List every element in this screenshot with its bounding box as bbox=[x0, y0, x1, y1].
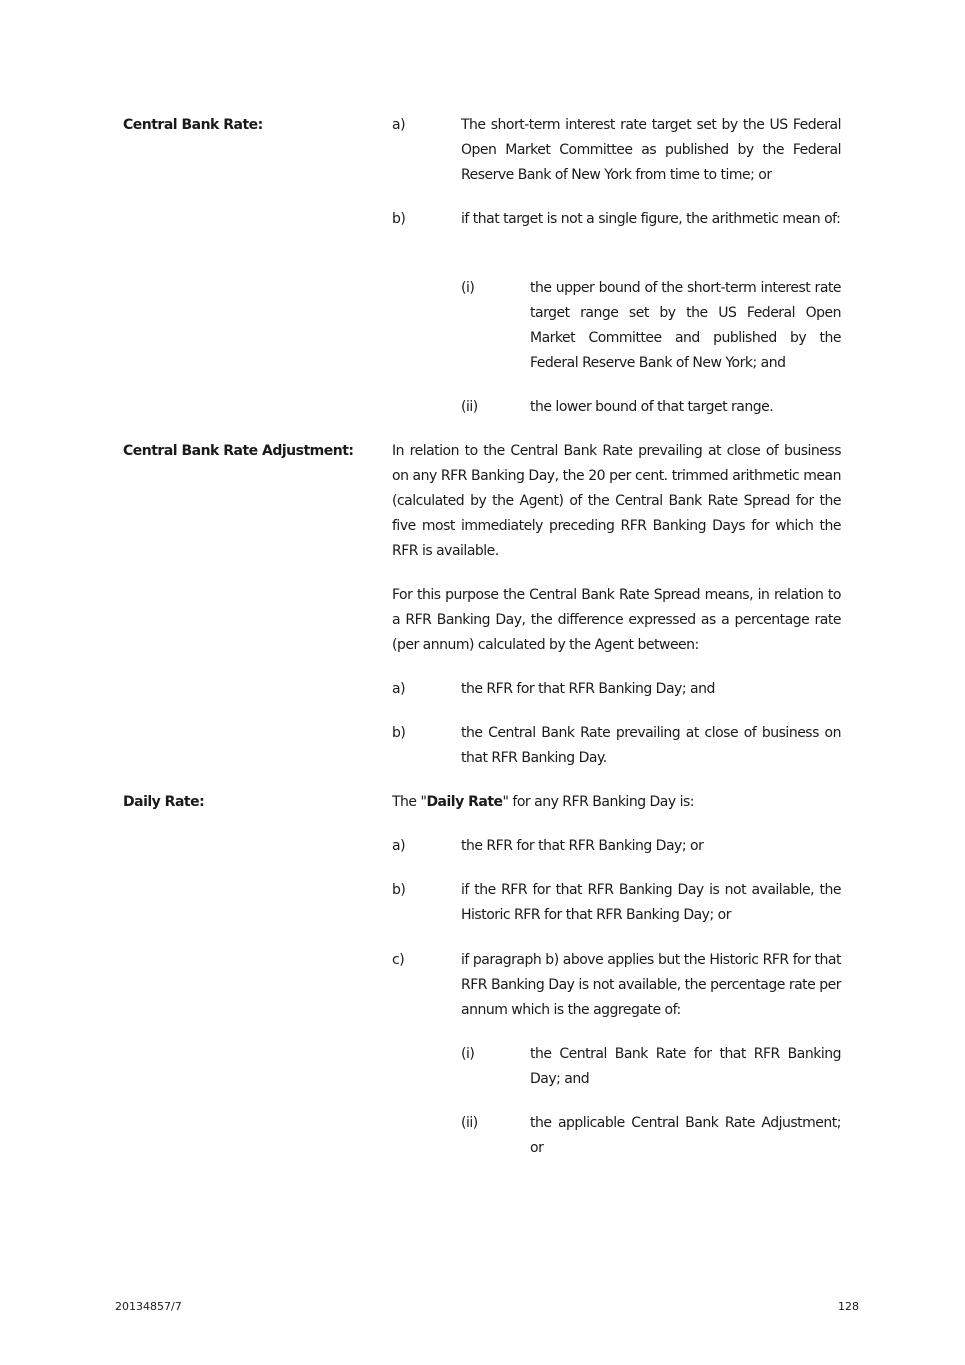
list-item-text: if the RFR for that RFR Banking Day is not available, the Historic RFR for that RFR Banking Day; or bbox=[461, 882, 841, 923]
definition-paragraph: In relation to the Central Bank Rate prevailing at close of business on any RFR Banking Day, the 20 per cent. trimmed arithmetic mean (calculated by the Agent) of the Central Bank Rate Spread for the five most immediately preceding RFR Banking Days for which the RFR is available. bbox=[392, 443, 841, 559]
list-item-text: if that target is not a single figure, the arithmetic mean of: bbox=[461, 211, 841, 227]
term-central-bank-rate-adjustment: Central Bank Rate Adjustment: bbox=[123, 443, 354, 459]
sublist-label: (i) bbox=[461, 280, 475, 296]
intro-text: The " bbox=[392, 794, 427, 810]
definition-intro bbox=[392, 790, 841, 815]
sublist-item-text: the upper bound of the short-term interest rate target range set by the US Federal Open Market Committee and published by the Federal Reserve Bank of New York; and bbox=[530, 280, 841, 371]
list-item-text: the RFR for that RFR Banking Day; or bbox=[461, 838, 704, 854]
footer-doc-ref: 20134857/7 bbox=[115, 1300, 182, 1313]
definition-paragraph: For this purpose the Central Bank Rate Spread means, in relation to a RFR Banking Day, the difference expressed as a percentage rate (per annum) calculated by the Agent between: bbox=[392, 587, 841, 653]
footer-page-number: 128 bbox=[838, 1300, 859, 1313]
list-item-text: the RFR for that RFR Banking Day; and bbox=[461, 681, 715, 697]
sublist-label: (i) bbox=[461, 1046, 475, 1062]
sublist-item-text: the lower bound of that target range. bbox=[530, 399, 774, 415]
sublist-label: (ii) bbox=[461, 399, 478, 415]
list-item-text: The short-term interest rate target set by the US Federal Open Market Committee as published by the Federal Reserve Bank of New York from time to time; or bbox=[461, 117, 841, 183]
defined-term: Daily Rate bbox=[426, 794, 503, 810]
list-label: b) bbox=[392, 725, 406, 741]
sublist-label: (ii) bbox=[461, 1115, 478, 1131]
list-label: a) bbox=[392, 681, 406, 697]
sublist-item-text: the Central Bank Rate for that RFR Banking Day; and bbox=[530, 1046, 841, 1087]
term-daily-rate: Daily Rate: bbox=[123, 794, 205, 810]
sublist-item-text: the applicable Central Bank Rate Adjustment; or bbox=[530, 1115, 841, 1156]
term-central-bank-rate: Central Bank Rate: bbox=[123, 117, 263, 133]
list-label: c) bbox=[392, 952, 405, 968]
list-label: b) bbox=[392, 211, 406, 227]
intro-text: " for any RFR Banking Day is: bbox=[502, 794, 695, 810]
list-label: a) bbox=[392, 838, 406, 854]
list-item-text: the Central Bank Rate prevailing at close of business on that RFR Banking Day. bbox=[461, 725, 841, 766]
list-label: a) bbox=[392, 117, 406, 133]
list-label: b) bbox=[392, 882, 406, 898]
list-item-text: if paragraph b) above applies but the Historic RFR for that RFR Banking Day is not available, the percentage rate per annum which is the aggregate of: bbox=[461, 952, 841, 1018]
